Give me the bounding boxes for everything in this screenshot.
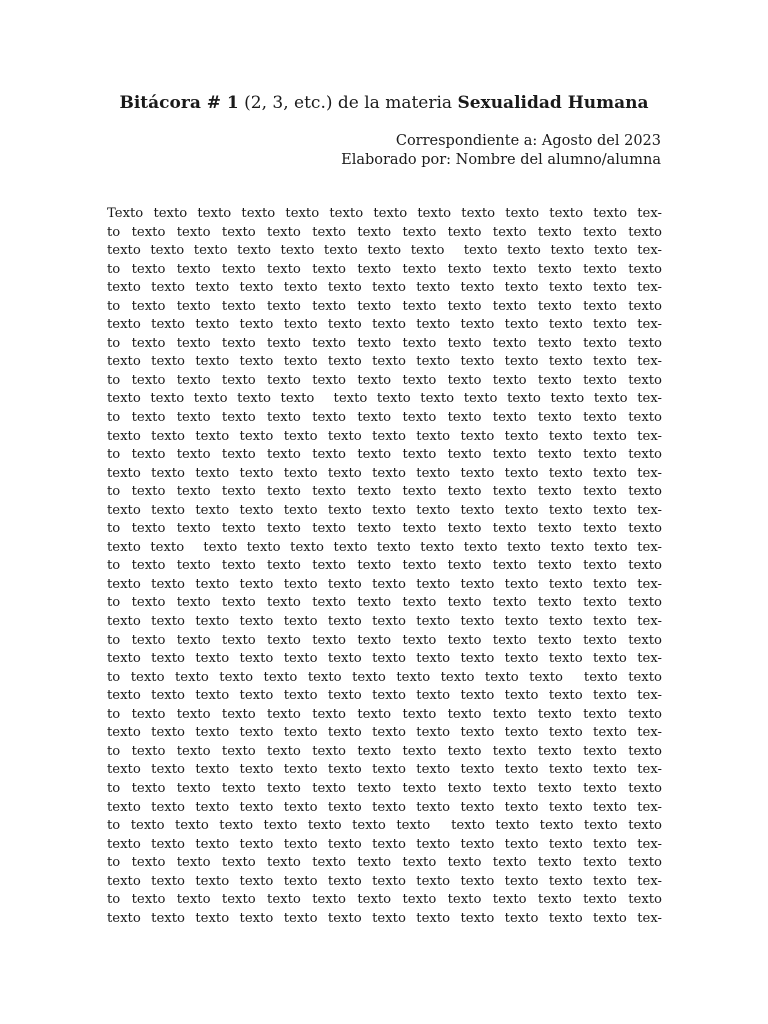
body-line: to texto texto texto texto texto texto texto texto texto texto texto texto <box>107 261 662 277</box>
body-line: texto texto texto texto texto texto texto texto texto texto texto texto tex- <box>107 317 662 333</box>
body-line: to texto texto texto texto texto texto texto texto texto texto texto texto <box>107 595 662 611</box>
body-line: texto texto texto texto texto texto texto texto texto texto texto texto tex- <box>107 243 662 259</box>
body-line: to texto texto texto texto texto texto texto texto texto texto texto texto <box>107 410 662 426</box>
body-paragraph <box>107 205 662 928</box>
body-line: texto texto texto texto texto texto texto texto texto texto texto texto tex- <box>107 539 662 555</box>
body-line: Texto texto texto texto texto texto texto texto texto texto texto texto tex- <box>107 206 662 221</box>
body-line: texto texto texto texto texto texto texto texto texto texto texto texto tex- <box>107 762 662 778</box>
body-line: to texto texto texto texto texto texto texto texto texto texto texto texto <box>107 743 662 759</box>
correspondence-line: Correspondiente a: Agosto del 2023 <box>395 133 661 149</box>
body-line: to texto texto texto texto texto texto texto texto texto texto texto texto <box>107 447 662 463</box>
document-title <box>0 90 768 116</box>
body-line: to texto texto texto texto texto texto texto texto texto texto texto texto <box>107 298 662 314</box>
document-meta <box>341 132 661 170</box>
body-line: texto texto texto texto texto texto texto texto texto texto texto texto tex- <box>107 910 662 926</box>
body-line: texto texto texto texto texto texto texto texto texto texto texto texto tex- <box>107 391 662 407</box>
body-line: texto texto texto texto texto texto texto texto texto texto texto texto tex- <box>107 465 662 481</box>
body-line: texto texto texto texto texto texto texto texto texto texto texto texto tex- <box>107 354 662 370</box>
body-line: texto texto texto texto texto texto texto texto texto texto texto texto tex- <box>107 280 662 296</box>
body-line: to texto texto texto texto texto texto texto texto texto texto texto texto <box>107 372 662 388</box>
body-line: to texto texto texto texto texto texto texto texto texto texto texto texto <box>107 818 662 834</box>
body-line: to texto texto texto texto texto texto texto texto texto texto texto texto <box>107 224 662 240</box>
author-line: Elaborado por: Nombre del alumno/alumna <box>341 152 661 168</box>
title-subject: Sexualidad Humana <box>457 93 649 113</box>
body-line: to texto texto texto texto texto texto texto texto texto texto texto texto <box>107 335 662 351</box>
title-middle: (2, 3, etc.) de la materia <box>238 93 458 113</box>
body-line: texto texto texto texto texto texto texto texto texto texto texto texto tex- <box>107 428 662 444</box>
body-line: to texto texto texto texto texto texto texto texto texto texto texto texto <box>107 669 662 685</box>
body-line: texto texto texto texto texto texto texto texto texto texto texto texto tex- <box>107 836 662 852</box>
body-line: to texto texto texto texto texto texto texto texto texto texto texto texto <box>107 521 662 537</box>
body-line: texto texto texto texto texto texto texto texto texto texto texto texto tex- <box>107 651 662 667</box>
body-line: to texto texto texto texto texto texto texto texto texto texto texto texto <box>107 780 662 796</box>
body-line: to texto texto texto texto texto texto texto texto texto texto texto texto <box>107 855 662 871</box>
body-line: to texto texto texto texto texto texto texto texto texto texto texto texto <box>107 484 662 500</box>
body-line: texto texto texto texto texto texto texto texto texto texto texto texto tex- <box>107 614 662 630</box>
body-line: texto texto texto texto texto texto texto texto texto texto texto texto tex- <box>107 799 662 815</box>
body-line: to texto texto texto texto texto texto texto texto texto texto texto texto <box>107 558 662 574</box>
body-line: to texto texto texto texto texto texto texto texto texto texto texto texto <box>107 706 662 722</box>
body-line: texto texto texto texto texto texto texto texto texto texto texto texto tex- <box>107 725 662 741</box>
body-line: to texto texto texto texto texto texto texto texto texto texto texto texto <box>107 632 662 648</box>
body-line: to texto texto texto texto texto texto texto texto texto texto texto texto <box>107 892 662 908</box>
body-line: texto texto texto texto texto texto texto texto texto texto texto texto tex- <box>107 873 662 889</box>
body-line: texto texto texto texto texto texto texto texto texto texto texto texto tex- <box>107 502 662 518</box>
body-line: texto texto texto texto texto texto texto texto texto texto texto texto tex- <box>107 688 662 704</box>
title-lead: Bitácora # 1 <box>119 93 239 113</box>
body-line: texto texto texto texto texto texto texto texto texto texto texto texto tex- <box>107 576 662 592</box>
